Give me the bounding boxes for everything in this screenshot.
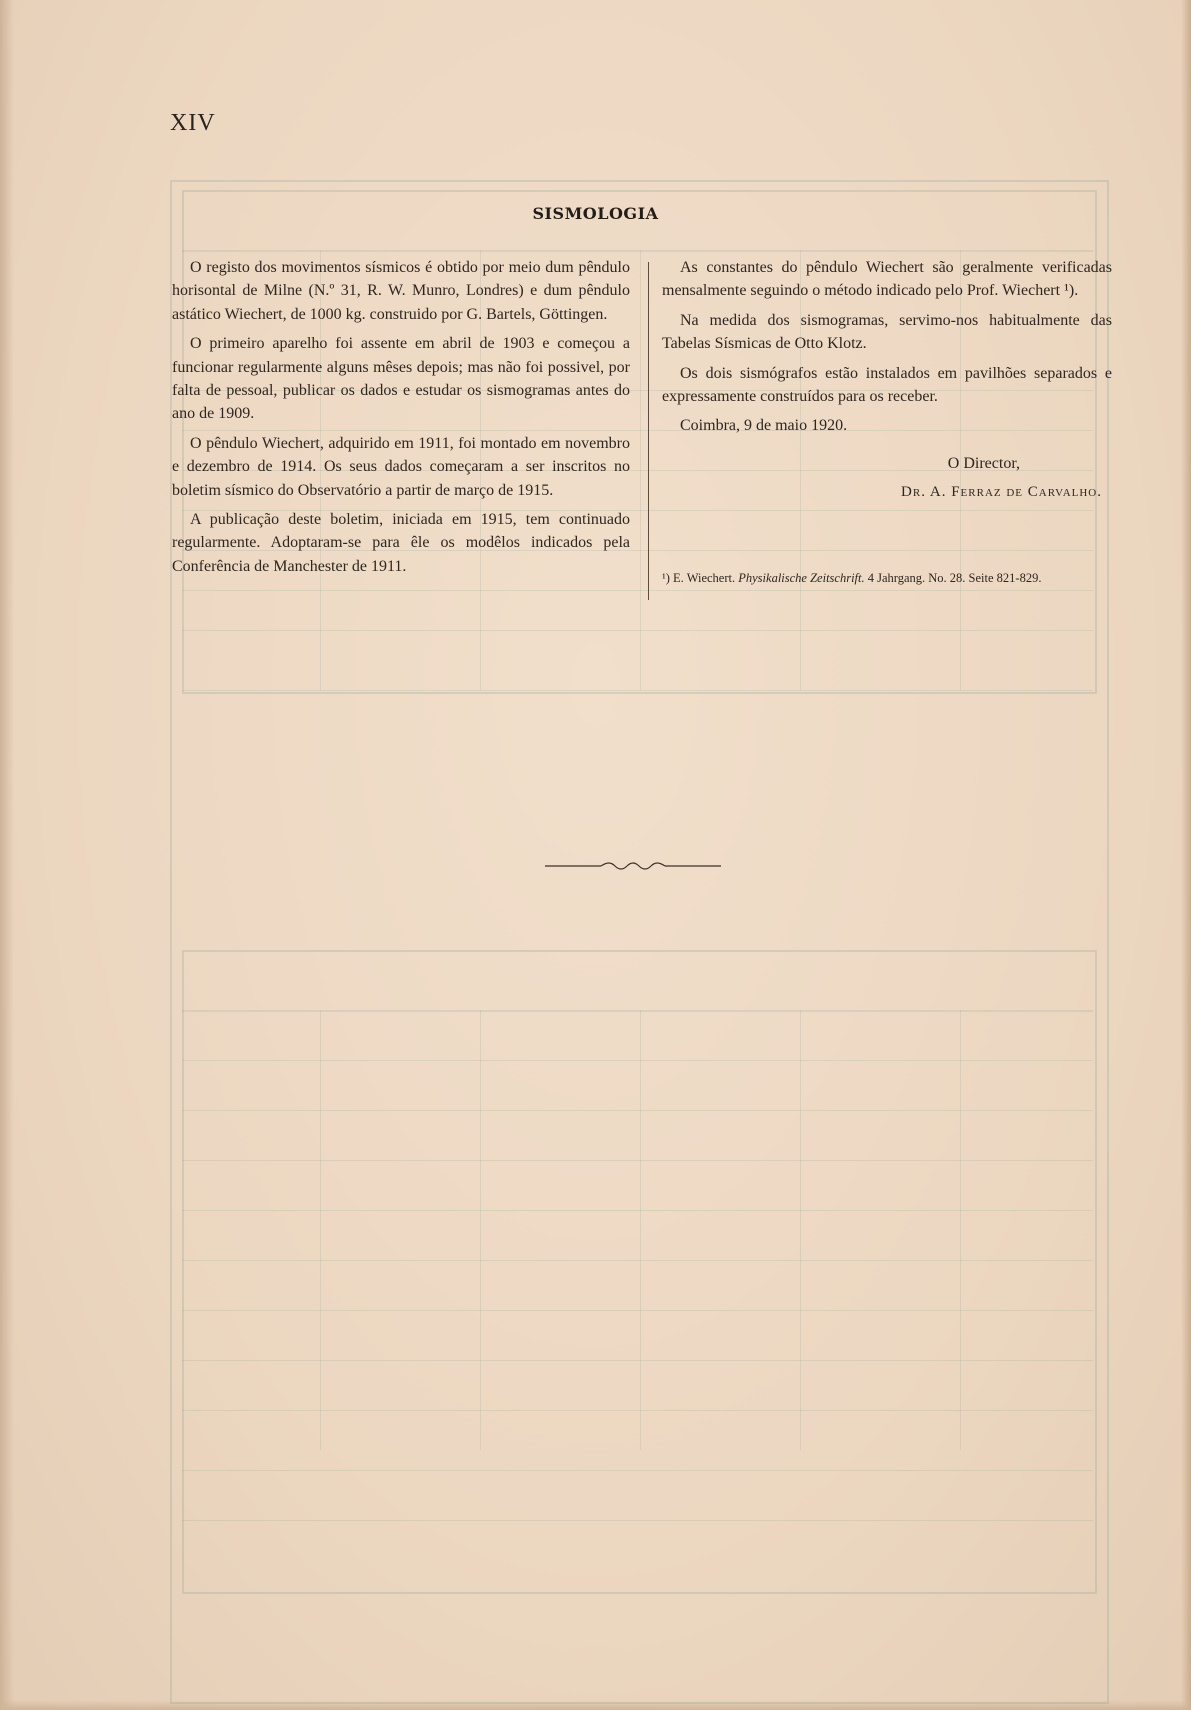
paragraph: O primeiro aparelho foi assente em abril de 1903 e começou a funcionar regularmente alguns mêses depois; mas não foi possivel, por falta de pessoal, publicar os dados e estudar os sismogramas antes do ano de 1909. — [172, 335, 630, 423]
section-title: SISMOLOGIA — [532, 204, 659, 223]
footnote-marker: ¹) E. Wiechert. — [662, 571, 736, 585]
paragraph: O pêndulo Wiechert, adquirido em 1911, foi montado em novembro e dezembro de 1914. Os seus dados começaram a ser inscritos no boletim sísmico do Observatório a partir de março de 1915. — [172, 434, 630, 499]
paragraph: A publicação deste boletim, iniciada em 1915, tem continuado regularmente. Adoptaram-se para êle os modêlos indicados pela Conferência de Manchester de 1911. — [172, 511, 630, 575]
date-line: Coimbra, 9 de maio 1920. — [680, 417, 848, 435]
paragraph: As constantes do pêndulo Wiechert são geralmente verificadas mensalmente seguindo o método indicado pelo Prof. Wiechert ¹). — [662, 259, 1112, 300]
ornament-rule — [545, 858, 721, 874]
page-edge-shadow — [0, 1700, 1191, 1710]
column-divider — [648, 262, 649, 600]
page-edge-shadow — [0, 0, 14, 1710]
left-column — [172, 256, 630, 584]
footnote — [662, 568, 1114, 588]
right-column — [662, 256, 1112, 444]
signature-title: O Director, — [947, 455, 1020, 472]
footnote-reference: 4 Jahrgang. No. 28. Seite 821-829. — [867, 571, 1042, 585]
page-edge-shadow — [1181, 0, 1191, 1710]
page-number: XIV — [170, 110, 216, 136]
paragraph: Os dois sismógrafos estão instalados em pavilhões separados e expressamente construídos para os receber. — [662, 364, 1112, 406]
footnote-journal: Physikalische Zeitschrift. — [738, 571, 865, 585]
signature-name: Dr. A. Ferraz de Carvalho. — [901, 484, 1102, 500]
paragraph: Na medida dos sismogramas, servimo-nos habitualmente das Tabelas Sísmicas de Otto Klotz. — [662, 311, 1112, 353]
paragraph: O registo dos movimentos sísmicos é obtido por meio dum pêndulo horisontal de Milne (N.º 31, R. W. Munro, Londres) e dum pêndulo astático Wiechert, de 1000 kg. construido por G. Bartels, Göttingen. — [172, 259, 630, 323]
